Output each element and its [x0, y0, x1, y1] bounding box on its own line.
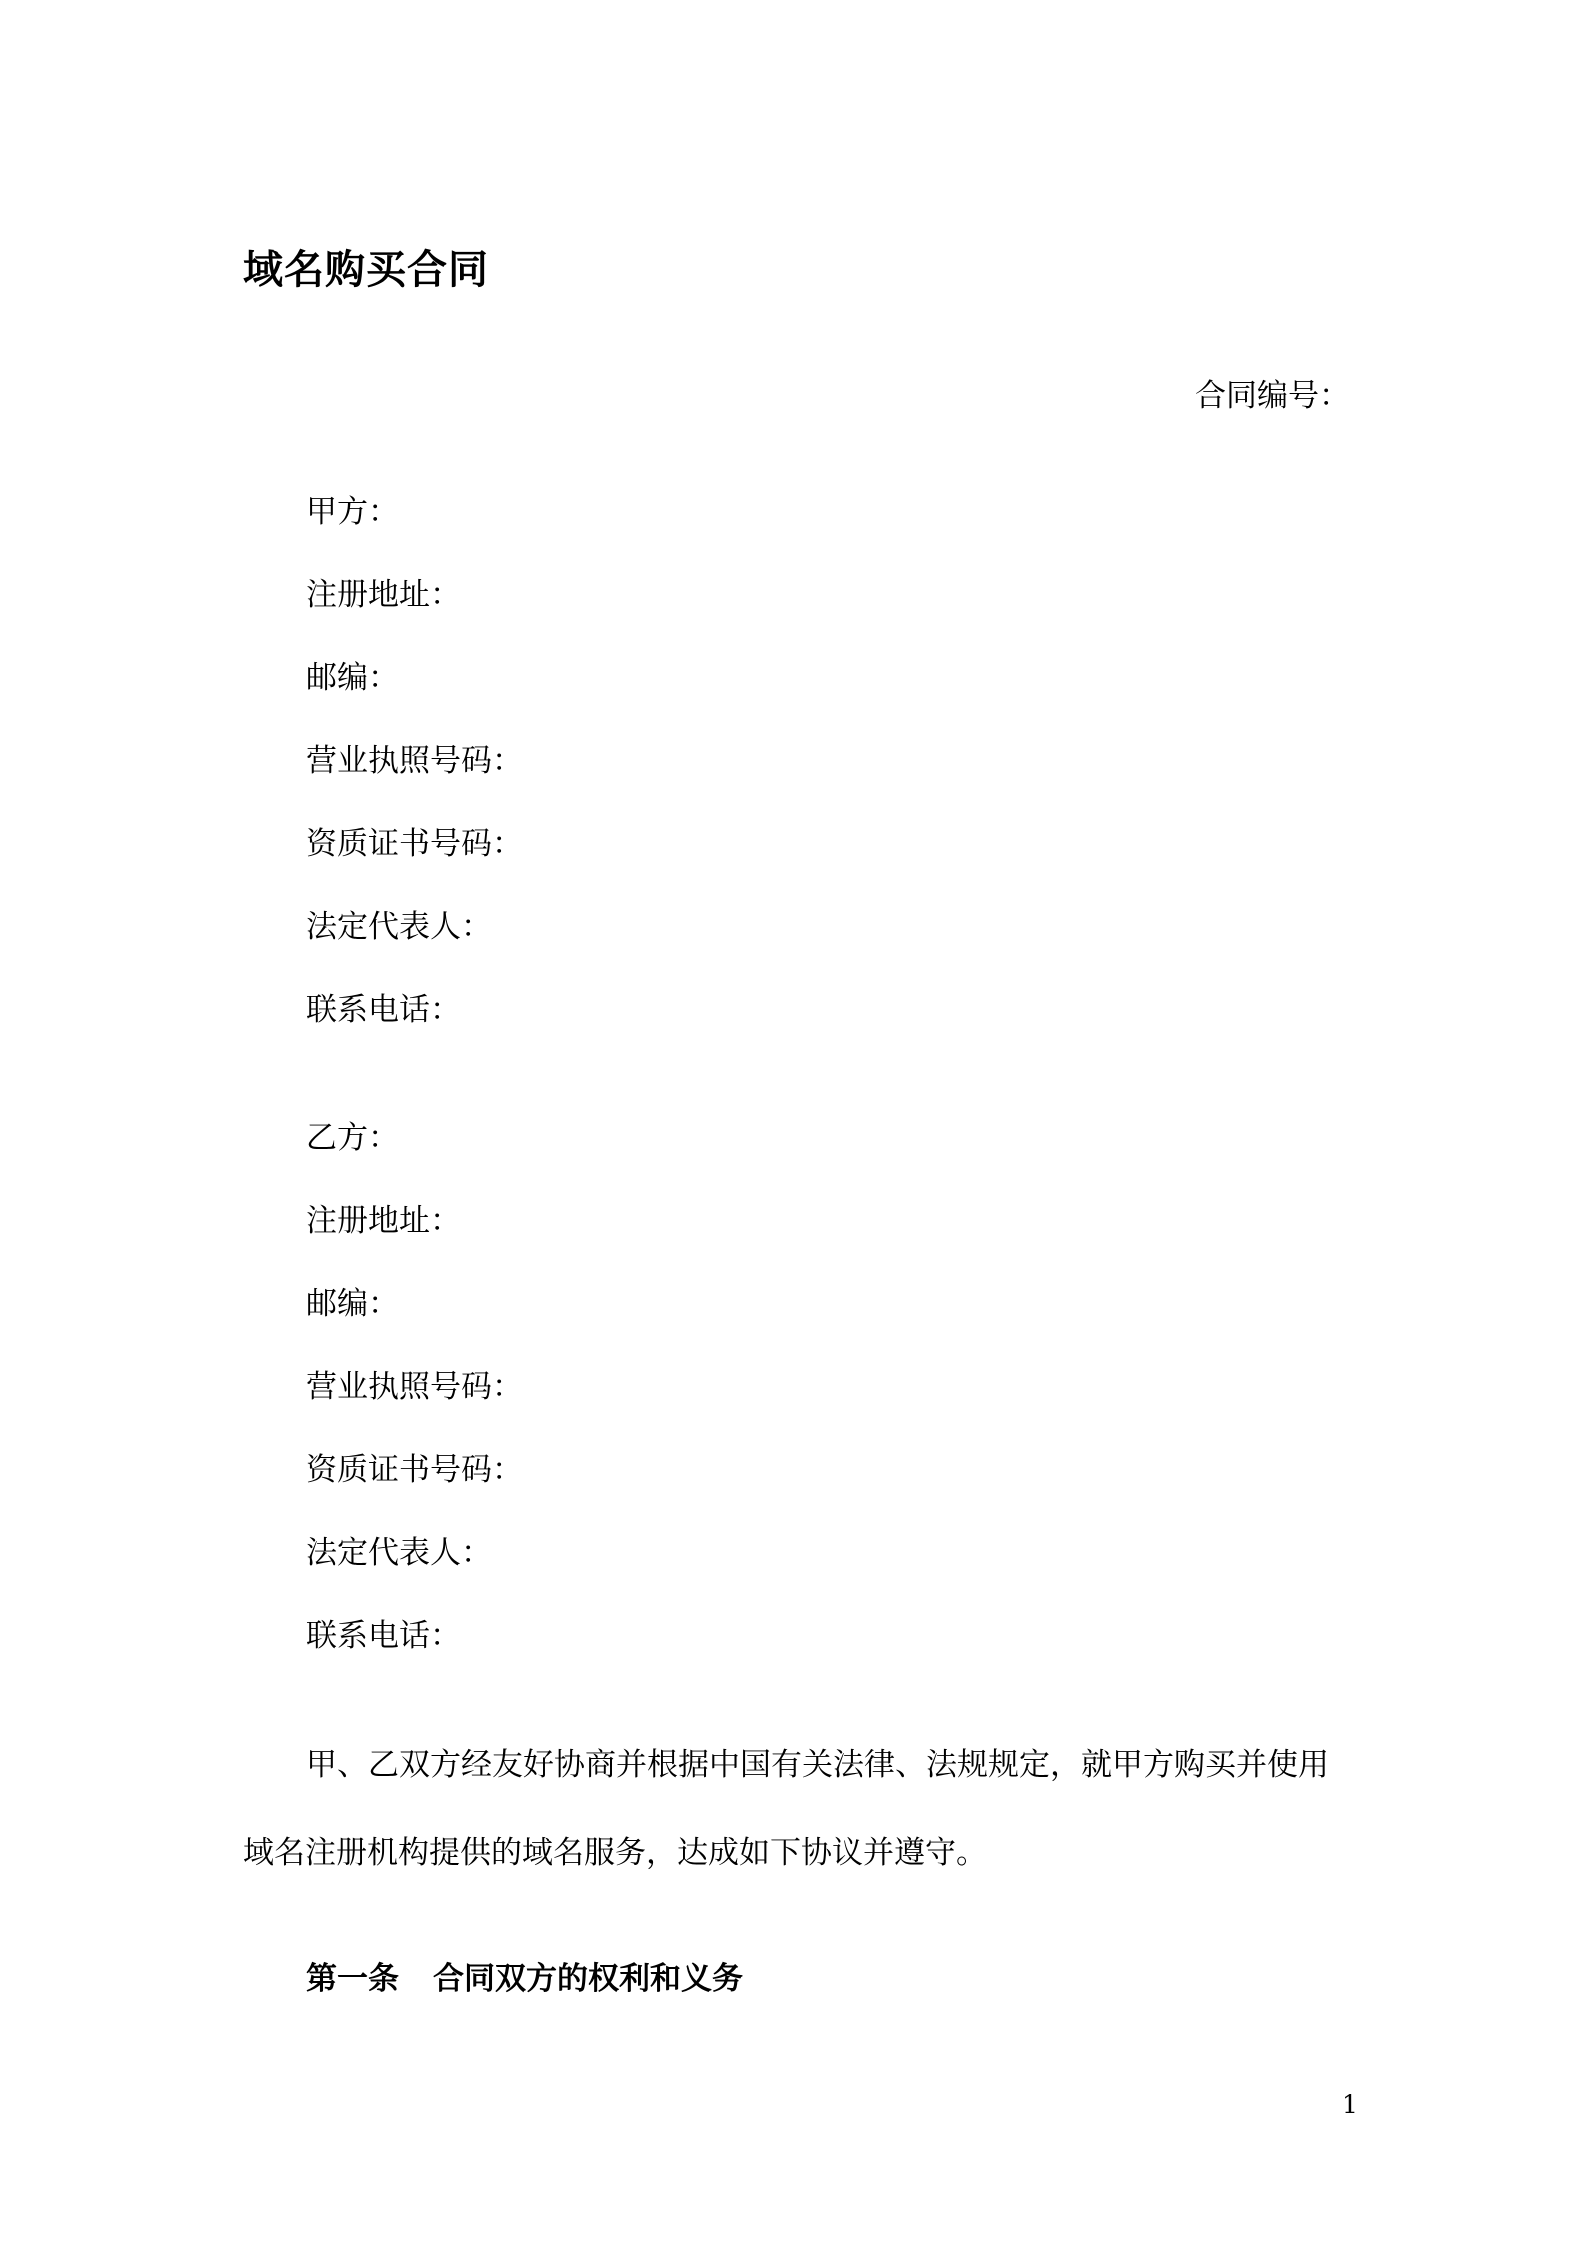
- party-a-address-label: 注册地址：: [306, 577, 461, 613]
- party-b-phone-label: 联系电话：: [306, 1618, 461, 1654]
- party-a-phone-label: 联系电话：: [306, 992, 461, 1028]
- page-number: 1: [1342, 2090, 1358, 2119]
- party-a-representative-label: 法定代表人：: [306, 909, 492, 945]
- party-b-name-label: 乙方：: [306, 1120, 399, 1156]
- party-b-certificate-label: 资质证书号码：: [306, 1452, 523, 1488]
- party-b-address-label: 注册地址：: [306, 1203, 461, 1239]
- section-1-heading: [306, 1959, 743, 1999]
- section-1-number: 第一条: [306, 1961, 399, 1997]
- party-a-name-label: 甲方：: [306, 494, 399, 530]
- party-b-representative-label: 法定代表人：: [306, 1535, 492, 1571]
- document-title: 域名购买合同: [243, 247, 489, 293]
- section-1-title: 合同双方的权利和义务: [433, 1961, 743, 1997]
- contract-number-label: 合同编号：: [1195, 378, 1350, 414]
- preamble-line-2: 域名注册机构提供的域名服务，达成如下协议并遵守。: [243, 1835, 987, 1871]
- party-a-certificate-label: 资质证书号码：: [306, 826, 523, 862]
- party-b-license-label: 营业执照号码：: [306, 1369, 523, 1405]
- preamble-line-1: 甲、乙双方经友好协商并根据中国有关法律、法规规定，就甲方购买并使用: [306, 1747, 1329, 1783]
- party-a-postcode-label: 邮编：: [306, 660, 399, 696]
- party-b-postcode-label: 邮编：: [306, 1286, 399, 1322]
- party-a-license-label: 营业执照号码：: [306, 743, 523, 779]
